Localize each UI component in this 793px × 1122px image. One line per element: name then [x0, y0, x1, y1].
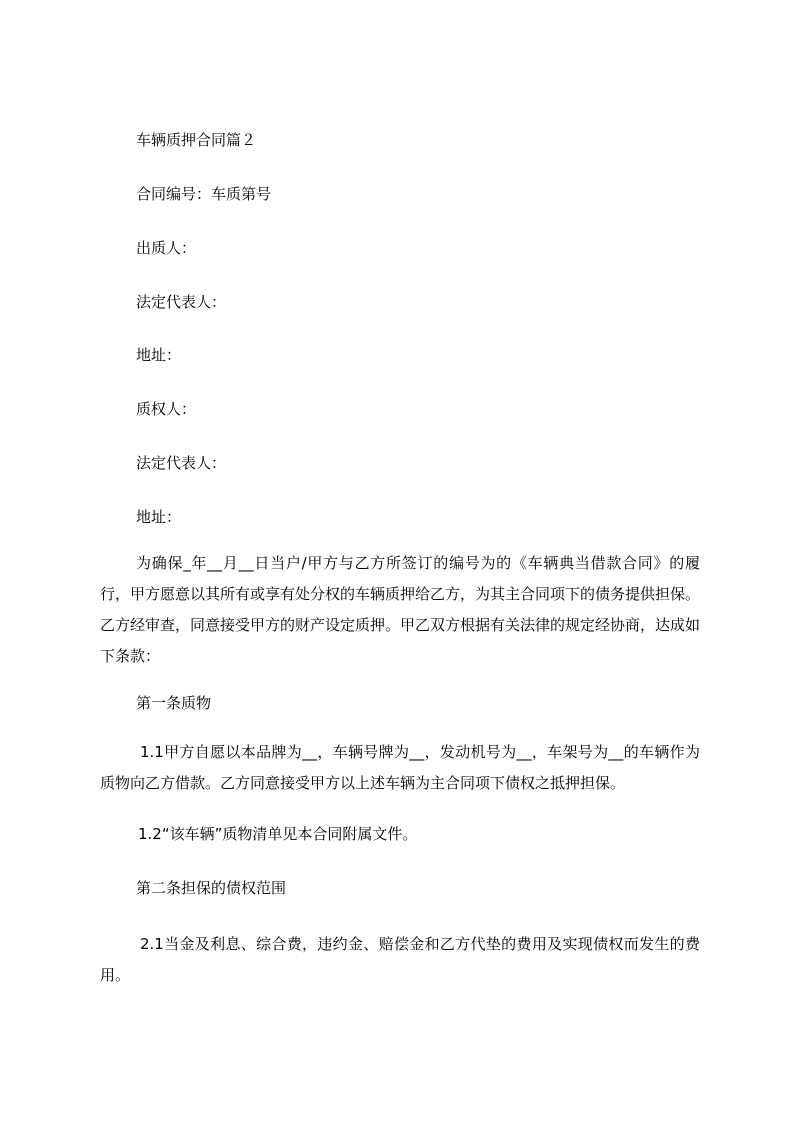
clause-1-1: 1.1甲方自愿以本品牌为__，车辆号牌为__，发动机号为__，车架号为__的车辆作为质物向乙方借款。乙方同意接受甲方以上述车辆为主合同项下债权之抵押担保。 — [100, 743, 700, 792]
contract-number: 合同编号：车质第号 — [136, 185, 272, 203]
pledgee-representative-label: 法定代表人： — [136, 454, 227, 472]
pledgee-label: 质权人： — [136, 400, 197, 418]
clause-1-2: 1.2“该车辆”质物清单见本合同附属文件。 — [138, 825, 418, 843]
article-2-heading: 第二条担保的债权范围 — [136, 879, 287, 897]
clause-2-1: 2.1当金及利息、综合费，违约金、赔偿金和乙方代垫的费用及实现债权而发生的费用。 — [100, 935, 700, 984]
document-title: 车辆质押合同篇２ — [136, 131, 257, 149]
pledgee-address-label: 地址： — [136, 508, 182, 526]
pledgor-label: 出质人： — [136, 239, 197, 257]
intro-paragraph: 为确保_年__月__日当户/甲方与乙方所签订的编号为的《车辆典当借款合同》的履行，甲方愿意以其所有或享有处分权的车辆质押给乙方，为其主合同项下的债务提供担保。乙方经审查，同意接受甲方的财产设定质押。甲乙双方根据有关法律的规定经协商，达成如下条款： — [100, 554, 701, 665]
article-1-heading: 第一条质物 — [136, 694, 212, 712]
pledgor-representative-label: 法定代表人： — [136, 293, 227, 311]
pledgor-address-label: 地址： — [136, 346, 182, 364]
